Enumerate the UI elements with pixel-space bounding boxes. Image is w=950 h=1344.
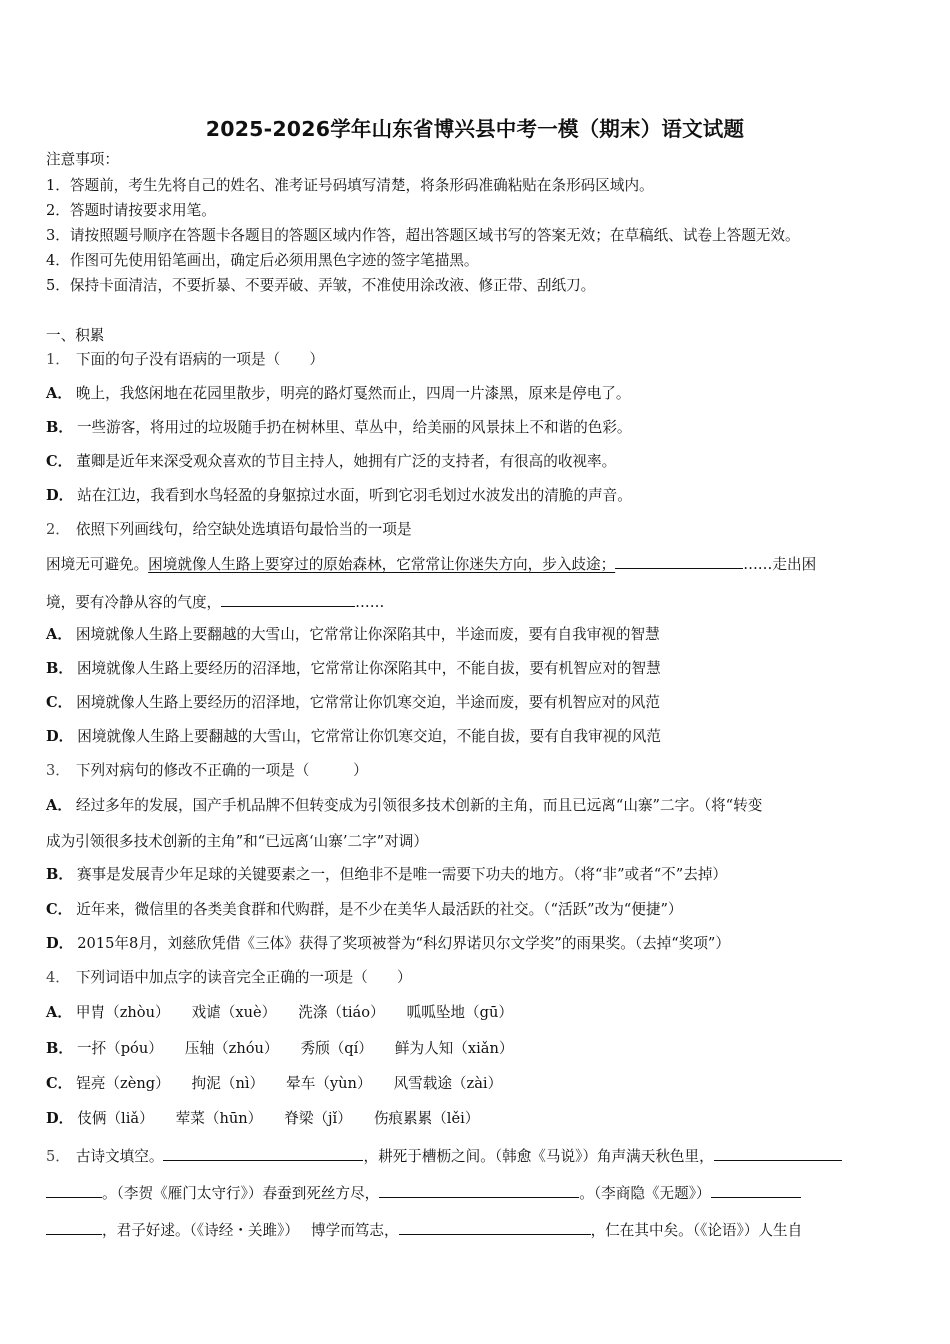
option-text: 困境就像人生路上要经历的沼泽地，它常常让你饥寒交迫，半途而废，要有机智应对的风范 [76, 694, 660, 711]
question-number: 5． [46, 1148, 70, 1165]
option-label: D． [46, 487, 74, 504]
q3-option-d[interactable] [46, 934, 730, 954]
option-label: A． [46, 1004, 72, 1021]
option-label: B． [46, 866, 73, 883]
option-text: 困境就像人生路上要经历的沼泽地，它常常让你深陷其中，不能自拔，要有机智应对的智慧 [76, 660, 661, 677]
option-text: 困境就像人生路上要翻越的大雪山，它常常让你饥寒交迫，不能自拔，要有自我审视的风范 [77, 728, 662, 745]
answer-blank[interactable] [615, 554, 743, 569]
option-word: 秀颀（qí） [300, 1040, 373, 1057]
passage-text: ……走出困 [743, 556, 817, 573]
question-3-stem [46, 761, 368, 781]
option-word: 荤菜（hūn） [175, 1110, 263, 1127]
q4-option-d[interactable] [46, 1109, 479, 1129]
poem-text: 博学而笃志， [311, 1222, 399, 1239]
notice-item: 4．作图可先使用铅笔画出，确定后必须用黑色字迹的签字笔描黑。 [46, 252, 479, 269]
question-2-stem [46, 520, 412, 540]
underlined-sentence: 困境就像人生路上要穿过的原始森林，它常常让你迷失方向，步入歧途； [148, 556, 616, 573]
option-text: 经过多年的发展，国产手机品牌不但转变成为引领很多技术创新的主角，而且已远离“山寨”二字。（将“转变 [75, 797, 763, 814]
question-text: 下列对病句的修改不正确的一项是（ ） [75, 762, 368, 779]
poem-text: ，仁在其中矣。（《论语》）人生自 [590, 1222, 803, 1239]
option-word: 脊梁（jǐ） [284, 1110, 352, 1127]
q1-option-d[interactable] [46, 486, 632, 506]
q4-option-b[interactable] [46, 1039, 513, 1059]
q2-option-a[interactable] [46, 625, 660, 645]
option-word: 拘泥（nì） [191, 1075, 265, 1092]
passage-text: 困境无可避免。 [46, 556, 149, 573]
notice-item: 3．请按照题号顺序在答题卡各题目的答题区域内作答，超出答题区域书写的答案无效；在草稿纸、试卷上答题无效。 [46, 227, 800, 244]
option-label: B． [46, 660, 73, 677]
poem-text: 。（李贺《雁门太守行》）春蚕到死丝方尽， [102, 1185, 380, 1202]
notice-item: 2．答题时请按要求用笔。 [46, 202, 216, 219]
q1-option-c[interactable] [46, 452, 616, 472]
section-heading: 一、积累 [46, 327, 105, 344]
answer-blank[interactable] [221, 592, 355, 607]
poem-text: 。（李商隐《无题》） [579, 1185, 711, 1202]
poem-text: ，君子好逑。（《诗经・关雎》） [102, 1222, 300, 1239]
poem-text: ，耕死于槽枥之间。（韩愈《马说》）角声满天秋色里， [363, 1148, 714, 1165]
option-label: B． [46, 419, 73, 436]
q2-option-b[interactable] [46, 659, 661, 679]
option-word: 呱呱坠地（gū） [406, 1004, 513, 1021]
option-label: D． [46, 1110, 74, 1127]
option-text: 一些游客，将用过的垃圾随手扔在树林里、草丛中，给美丽的风景抹上不和谐的色彩。 [76, 419, 632, 436]
q4-option-a[interactable] [46, 1003, 513, 1023]
answer-blank[interactable] [46, 1220, 102, 1235]
option-text: 困境就像人生路上要翻越的大雪山，它常常让你深陷其中，半途而废，要有自我审视的智慧 [75, 626, 660, 643]
question-1-stem [46, 350, 324, 370]
answer-blank[interactable] [46, 1183, 102, 1198]
notice-item: 1．答题前，考生先将自己的姓名、准考证号码填写清楚，将条形码准确粘贴在条形码区域内。 [46, 177, 654, 194]
option-label: A． [46, 797, 72, 814]
option-text: 近年来，微信里的各类美食群和代购群，是不少在美华人最活跃的社交。（“活跃”改为“便捷”） [76, 901, 683, 918]
question-5-line-3 [46, 1220, 802, 1241]
option-text: 晚上，我悠闲地在花园里散步，明亮的路灯戛然而止，四周一片漆黑，原来是停电了。 [75, 385, 631, 402]
q3-option-c[interactable] [46, 900, 683, 920]
option-label: D． [46, 935, 74, 952]
option-word: 伎俩（liǎ） [77, 1110, 154, 1127]
question-text: 下列词语中加点字的读音完全正确的一项是（ ） [75, 969, 412, 986]
question-4-stem [46, 968, 412, 988]
notice-heading: 注意事项： [46, 151, 119, 168]
option-word: 洗涤（tiáo） [298, 1004, 385, 1021]
option-word: 锃亮（zèng） [76, 1075, 170, 1092]
answer-blank[interactable] [379, 1183, 579, 1198]
q2-option-c[interactable] [46, 693, 660, 713]
option-word: 一抔（póu） [76, 1040, 163, 1057]
q4-option-c[interactable] [46, 1074, 502, 1094]
notice-item: 5．保持卡面清洁，不要折暴、不要弄破、弄皱，不准使用涂改液、修正带、刮纸刀。 [46, 277, 596, 294]
question-text: 古诗文填空。 [75, 1148, 164, 1165]
option-word: 风雪载途（zài） [393, 1075, 503, 1092]
option-label: A． [46, 385, 72, 402]
q2-option-d[interactable] [46, 727, 661, 747]
option-word: 鲜为人知（xiǎn） [394, 1040, 514, 1057]
option-text: 董卿是近年来深受观众喜欢的节目主持人，她拥有广泛的支持者，有很高的收视率。 [76, 453, 617, 470]
answer-blank[interactable] [711, 1183, 801, 1198]
q2-passage-line-1 [46, 554, 816, 575]
q3-option-a-continued: 成为引领很多技术创新的主角”和“已远离‘山寨’二字”对调） [46, 833, 428, 850]
passage-text: 境，要有冷静从容的气度， [46, 594, 222, 611]
option-label: B． [46, 1040, 73, 1057]
q3-option-b[interactable] [46, 865, 727, 885]
option-word: 戏谑（xuè） [191, 1004, 277, 1021]
option-label: C． [46, 901, 73, 918]
question-number: 1． [46, 351, 70, 368]
question-number: 3． [46, 762, 70, 779]
answer-blank[interactable] [163, 1146, 363, 1161]
option-text: 赛事是发展青少年足球的关键要素之一，但绝非不是唯一需要下功夫的地方。（将“非”或者“不”去掉） [76, 866, 728, 883]
question-5-line-2 [46, 1183, 801, 1204]
q2-passage-line-2 [46, 592, 384, 613]
option-label: A． [46, 626, 72, 643]
answer-blank[interactable] [399, 1220, 591, 1235]
answer-blank[interactable] [714, 1146, 842, 1161]
option-label: C． [46, 453, 73, 470]
q1-option-b[interactable] [46, 418, 632, 438]
option-label: C． [46, 1075, 73, 1092]
question-text: 下面的句子没有语病的一项是（ ） [75, 351, 324, 368]
option-word: 甲胄（zhòu） [75, 1004, 170, 1021]
passage-text: …… [355, 594, 385, 611]
option-text: 站在江边，我看到水鸟轻盈的身躯掠过水面，听到它羽毛划过水波发出的清脆的声音。 [77, 487, 632, 504]
option-label: C． [46, 694, 73, 711]
option-word: 晕车（yùn） [286, 1075, 372, 1092]
question-number: 2． [46, 521, 70, 538]
q3-option-a[interactable] [46, 796, 762, 816]
option-word: 伤痕累累（lěi） [373, 1110, 480, 1127]
page-title: 2025-2026学年山东省博兴县中考一模（期末）语文试题 [205, 117, 745, 141]
option-text: 2015年8月，刘慈欣凭借《三体》获得了奖项被誉为“科幻界诺贝尔文学奖”的雨果奖。（去掉“奖项”） [77, 935, 730, 952]
question-text: 依照下列画线句，给空缺处选填语句最恰当的一项是 [75, 521, 412, 538]
question-number: 4． [46, 969, 70, 986]
question-5-line-1 [46, 1146, 842, 1167]
q1-option-a[interactable] [46, 384, 631, 404]
option-word: 压轴（zhóu） [184, 1040, 279, 1057]
option-label: D． [46, 728, 74, 745]
